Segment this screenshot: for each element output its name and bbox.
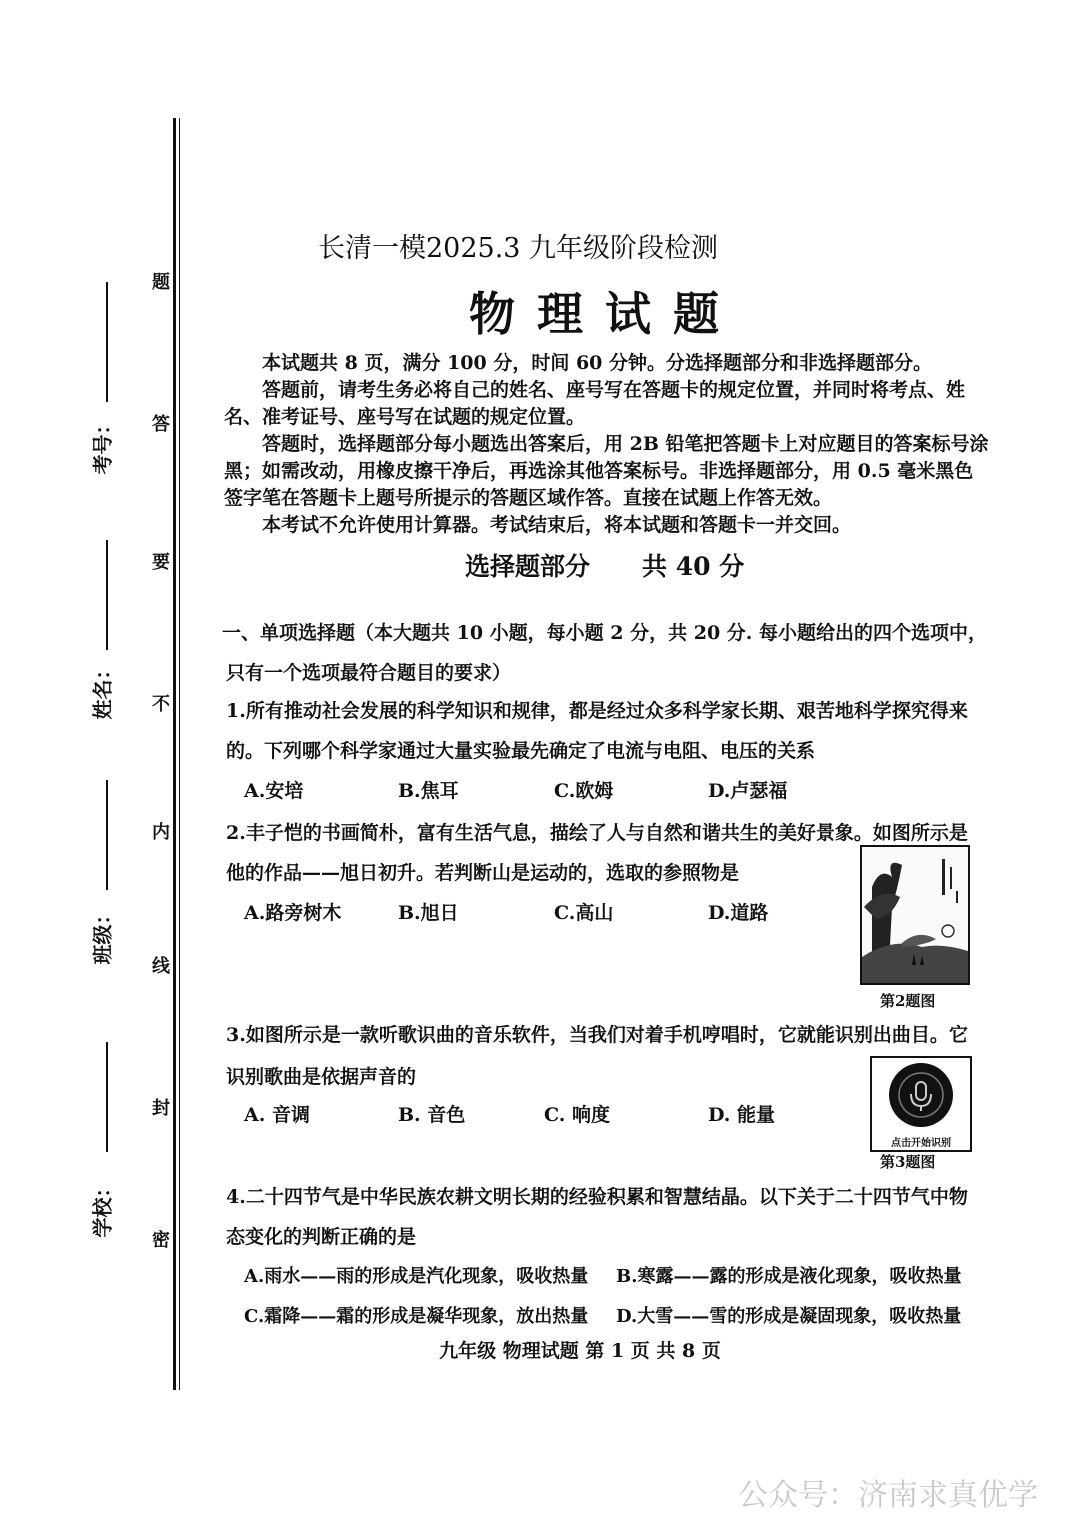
q1-option-b: B.焦耳	[398, 780, 459, 802]
instruction-line: 名、准考证号、座号写在试题的规定位置。	[224, 406, 586, 428]
instruction-line: 答题前，请考生务必将自己的姓名、座号写在答题卡的规定位置，并同时将考点、姓	[262, 379, 966, 401]
field-label-name: 姓名：	[90, 659, 115, 720]
instruction-line: 黑；如需改动，用橡皮擦干净后，再选涂其他答案标号。非选择题部分，用 0.5 毫米黑色	[224, 460, 974, 482]
q3-option-c: C. 响度	[544, 1104, 611, 1126]
exam-subtitle: 长清一模2025.3 九年级阶段检测	[318, 233, 719, 264]
q3-figure-caption: 第3题图	[880, 1153, 936, 1171]
field-line-name	[106, 540, 108, 650]
instruction-line: 签字笔在答题卡上题号所提示的答题区域作答。直接在试题上作答无效。	[224, 487, 833, 509]
question-1-text: 的。下列哪个科学家通过大量实验最先确定了电流与电阻、电压的关系	[226, 740, 816, 762]
page-footer: 九年级 物理试题 第 1 页 共 8 页	[439, 1340, 721, 1362]
q3-option-b: B. 音色	[398, 1104, 466, 1126]
seal-char: 题	[152, 272, 170, 293]
instruction-line: 答题时，选择题部分每小题选出答案后，用 2B 铅笔把答题卡上对应题目的答案标号涂	[262, 433, 989, 455]
q4-option-c: C.霜降——霜的形成是凝华现象，放出热量	[244, 1306, 589, 1327]
q1-option-d: D.卢瑟福	[708, 780, 788, 802]
start-recognition-label: 点击开始识别	[891, 1138, 951, 1149]
q3-figure-app	[870, 1056, 972, 1152]
seal-char: 线	[152, 956, 170, 977]
instruction-line: 本试题共 8 页，满分 100 分，时间 60 分钟。分选择题部分和非选择题部分。	[262, 352, 933, 374]
question-3-text: 识别歌曲是依据声音的	[226, 1066, 417, 1088]
instruction-line: 本考试不允许使用计算器。考试结束后，将本试题和答题卡一并交回。	[262, 514, 852, 536]
seal-char: 不	[152, 694, 170, 715]
q2-option-c: C.高山	[554, 902, 614, 924]
q2-figure-caption: 第2题图	[880, 992, 936, 1010]
question-4-text: 态变化的判断正确的是	[226, 1226, 417, 1248]
seal-char: 封	[152, 1098, 170, 1119]
exam-title: 物理试题	[469, 287, 741, 341]
q4-option-b: B.寒露——露的形成是液化现象，吸收热量	[616, 1266, 962, 1287]
music-app-image	[872, 1058, 970, 1132]
field-label-class: 班级：	[90, 904, 115, 965]
q2-option-b: B.旭日	[398, 902, 459, 924]
seal-char: 内	[152, 822, 170, 843]
instructions	[224, 350, 994, 539]
question-1-text: 1.所有推动社会发展的科学知识和规律，都是经过众多科学家长期、艰苦地科学探究得来	[226, 700, 968, 722]
seal-char: 密	[152, 1230, 170, 1251]
painting-image	[862, 847, 968, 983]
seal-char: 答	[152, 414, 170, 435]
part1-heading-cont: 只有一个选项最符合题目的要求）	[226, 662, 512, 684]
watermark: 公众号：济南求真优学	[738, 1478, 1038, 1513]
q1-option-c: C.欧姆	[554, 780, 614, 802]
question-2-text: 他的作品——旭日初升。若判断山是运动的，选取的参照物是	[226, 862, 740, 884]
section-heading: 选择题部分 共 40 分	[465, 552, 745, 581]
field-label-school: 学校：	[90, 1177, 115, 1238]
field-line-school	[106, 1042, 108, 1152]
question-4-text: 4.二十四节气是中华民族农耕文明长期的经验积累和智慧结晶。以下关于二十四节气中物	[226, 1186, 968, 1208]
q3-option-a: A. 音调	[244, 1104, 310, 1126]
field-line-class	[106, 780, 108, 890]
q4-option-d: D.大雪——雪的形成是凝固现象，吸收热量	[616, 1306, 962, 1327]
q2-figure-painting	[860, 845, 970, 985]
q3-option-d: D. 能量	[708, 1104, 776, 1126]
seal-char: 要	[152, 552, 170, 573]
q2-option-a: A.路旁树木	[244, 902, 342, 924]
q1-option-a: A.安培	[244, 780, 304, 802]
question-2-text: 2.丰子恺的书画简朴，富有生活气息，描绘了人与自然和谐共生的美好景象。如图所示是	[226, 822, 968, 844]
q4-option-a: A.雨水——雨的形成是汽化现象，吸收热量	[244, 1266, 589, 1287]
question-3-text: 3.如图所示是一款听歌识曲的音乐软件，当我们对着手机哼唱时，它就能识别出曲目。它	[226, 1024, 968, 1046]
field-label-exam-number: 考号：	[90, 414, 115, 475]
q2-option-d: D.道路	[708, 902, 769, 924]
part1-heading: 一、单项选择题（本大题共 10 小题，每小题 2 分，共 20 分. 每小题给出的四个选项中，	[222, 622, 988, 644]
